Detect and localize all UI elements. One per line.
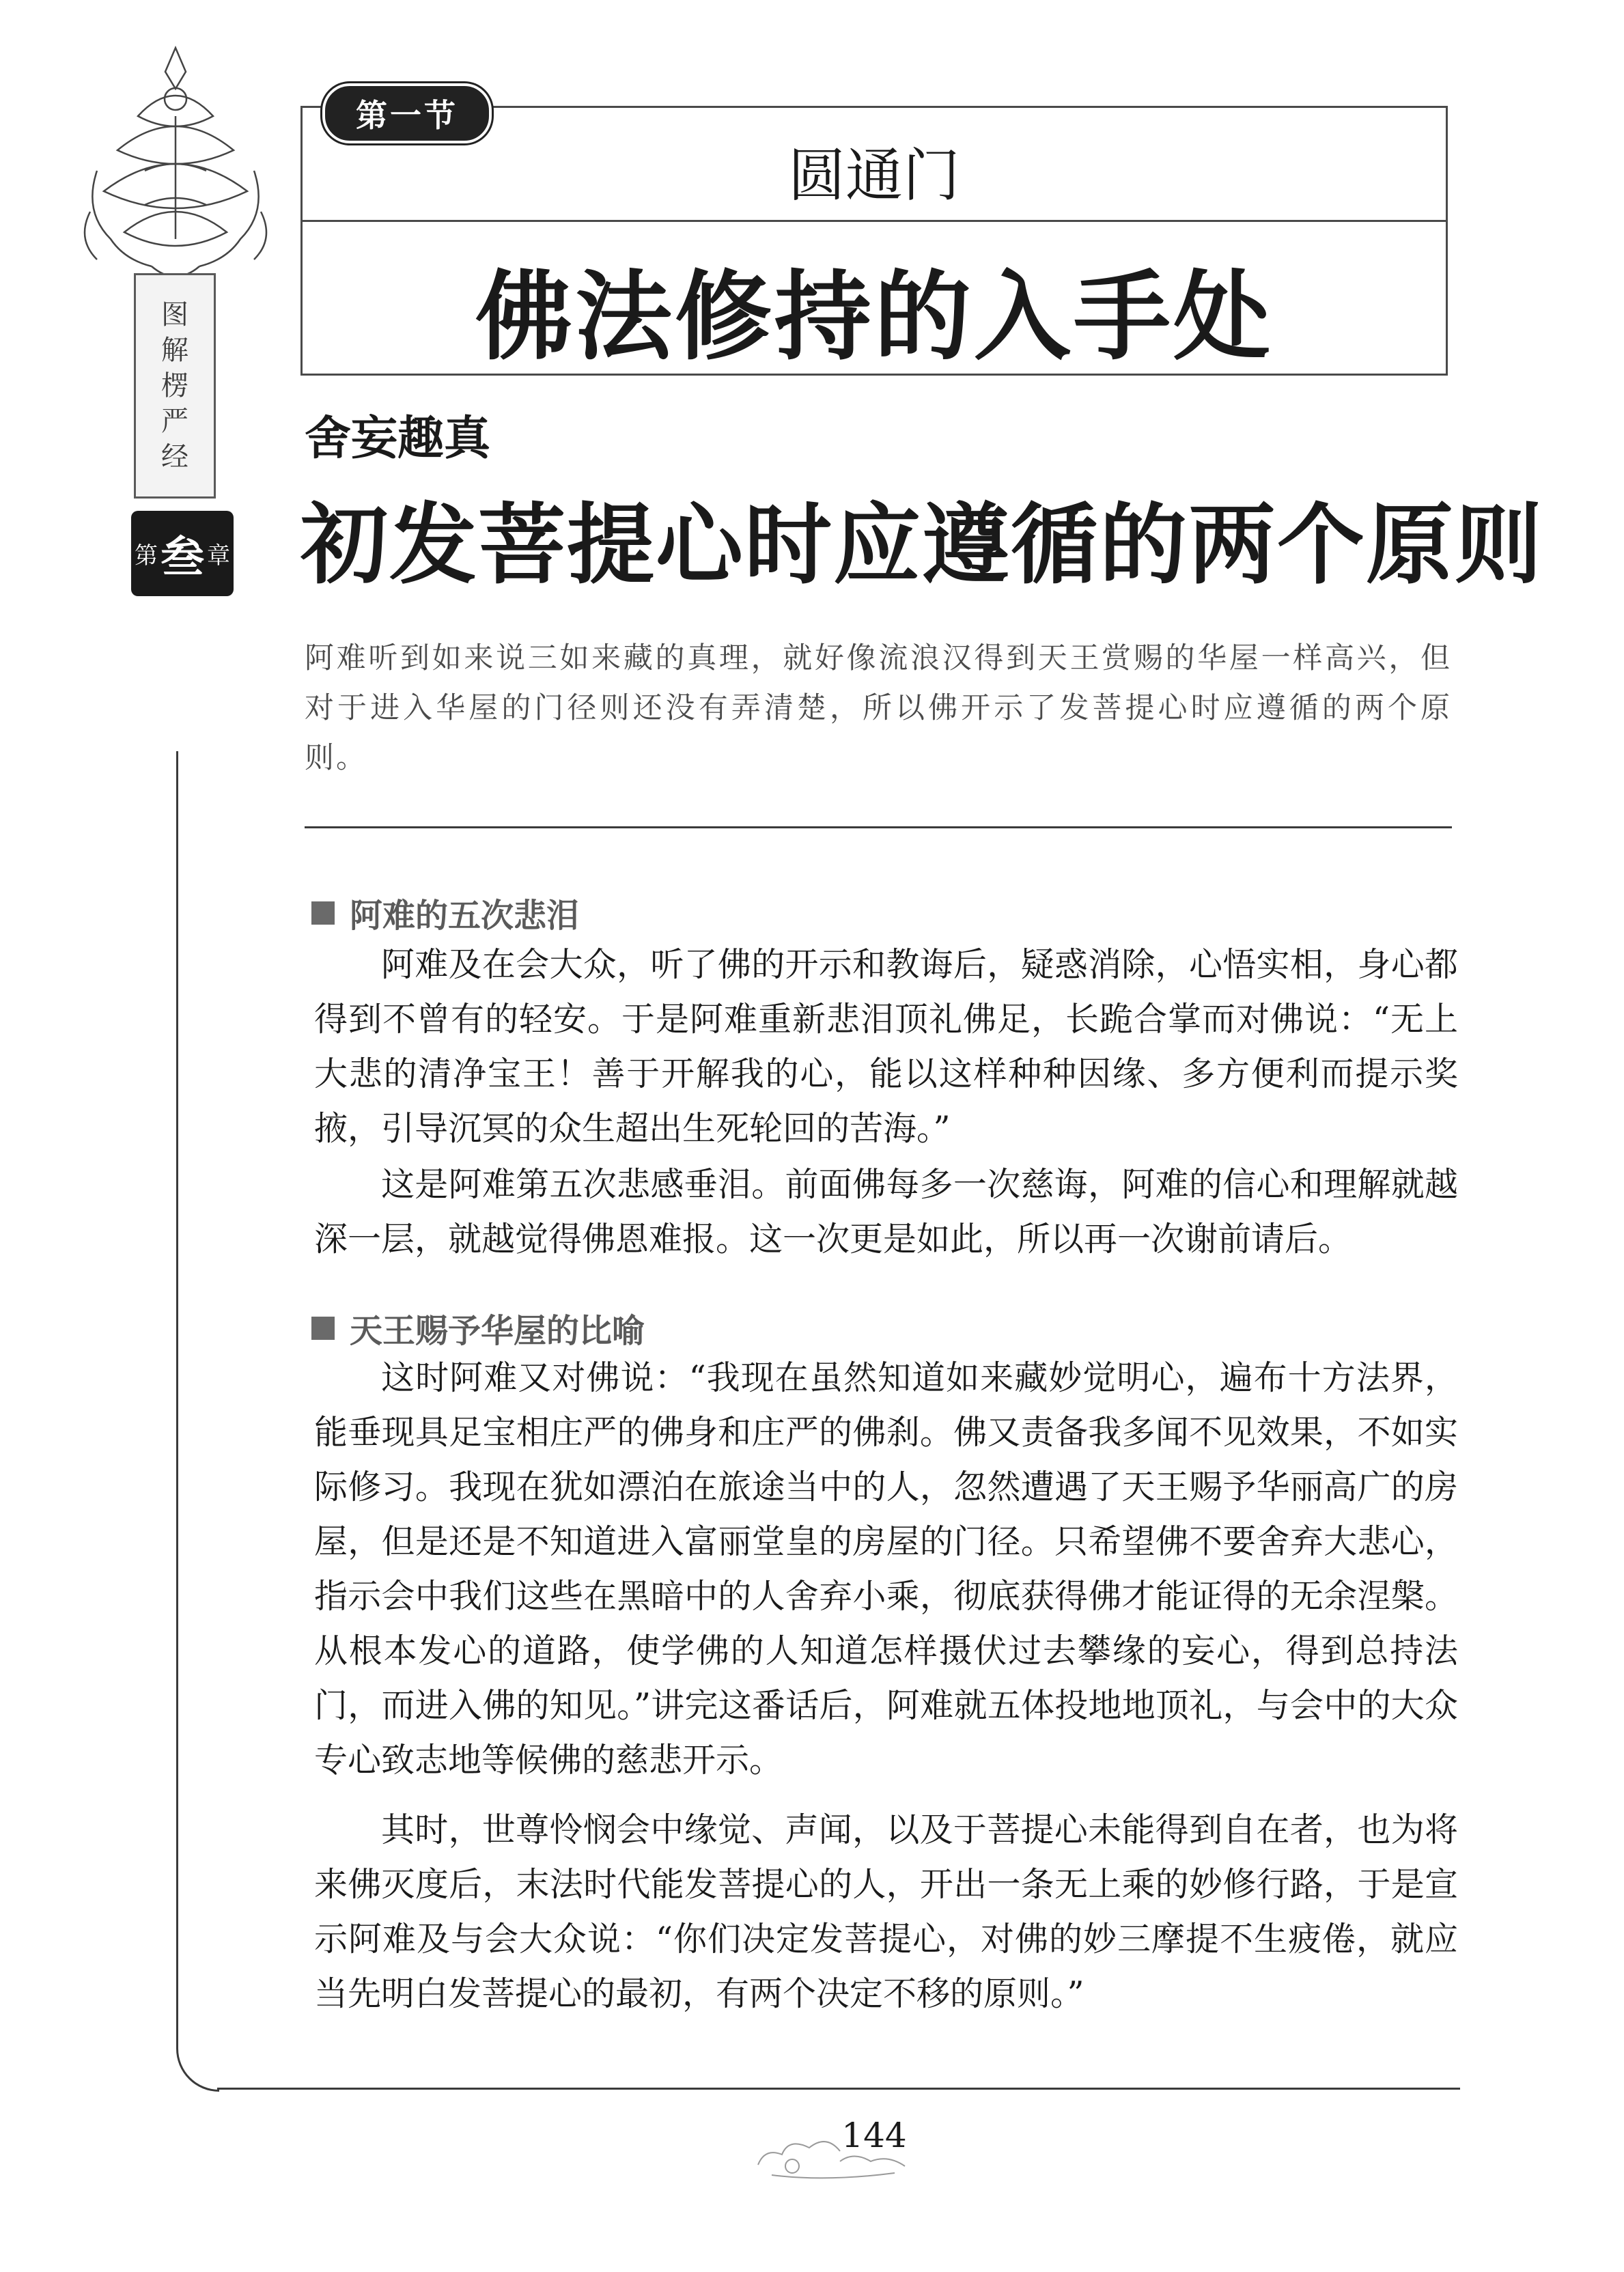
section-heading xyxy=(311,889,579,936)
intro-divider xyxy=(305,826,1452,828)
chapter-number: 叁 xyxy=(160,532,204,583)
book-title-char: 经 xyxy=(161,441,188,473)
body-paragraph: 这是阿难第五次悲感垂泪。前面佛每多一次慈诲，阿难的信心和理解就越深一层，就越觉得佛恩难报。这一次更是如此，所以再一次谢前请后。 xyxy=(314,1165,1458,1259)
square-bullet-icon xyxy=(311,1317,335,1340)
page-title: 佛法修持的入手处 xyxy=(475,260,1273,374)
book-title-char: 严 xyxy=(161,406,188,437)
body-paragraph: 这时阿难又对佛说：“我现在虽然知道如来藏妙觉明心，遍布十方法界，能垂现具足宝相庄严的佛身和庄严的佛刹。佛又责备我多闻不见效果，不如实际修习。我现在犹如漂泊在旅途当中的人，忽然遭遇了天王赐予华丽高广的房屋，但是还是不知道进入富丽堂皇的房屋的门径。只希望佛不要舍弃大悲心，指示会中我们这些在黑暗中的人舍弃小乘，彻底获得佛才能证得的无余涅槃。从根本发心的道路，使学佛的人知道怎样摄伏过去攀缘的妄心，得到总持法门，而进入佛的知见。”讲完这番话后，阿难就五体投地地顶礼，与会中的大众专心致志地等候佛的慈悲开示。 xyxy=(314,1358,1458,1780)
body-paragraph: 其时，世尊怜悯会中缘觉、声闻，以及于菩提心未能得到自在者，也为将来佛灭度后，末法时代能发菩提心的人，开出一条无上乘的妙修行路，于是宣示阿难及与会大众说：“你们决定发菩提心，对佛的妙三摩提不生疲倦，就应当先明白发菩提心的最初，有两个决定不移的原则。” xyxy=(314,1810,1458,2013)
square-bullet-icon xyxy=(311,901,335,925)
book-title-tab xyxy=(134,273,216,499)
bottom-frame-line xyxy=(217,2088,1460,2090)
chapter-prefix: 第 xyxy=(135,542,158,570)
book-title-char: 解 xyxy=(161,335,188,366)
book-title-char: 图 xyxy=(161,299,188,331)
section-heading xyxy=(311,1304,645,1351)
book-title-char: 楞 xyxy=(161,370,188,402)
intro-paragraph: 阿难听到如来说三如来藏的真理，就好像流浪汉得到天王赏赐的华屋一样高兴，但对于进入华屋的门径则还没有弄清楚，所以佛开示了发菩提心时应遵循的两个原则。 xyxy=(305,641,1452,775)
section-badge: 第一节 xyxy=(322,83,492,143)
section-heading-text: 天王赐予华屋的比喻 xyxy=(350,1312,645,1350)
title-divider xyxy=(300,220,1448,222)
subheading-small: 舍妄趣真 xyxy=(305,412,491,466)
margin-frame-line xyxy=(176,751,219,2092)
subheading-main: 初发菩提心时应遵循的两个原则 xyxy=(300,494,1544,596)
body-paragraph: 阿难及在会大众，听了佛的开示和教诲后，疑惑消除，心悟实相，身心都得到不曾有的轻安。于是阿难重新悲泪顶礼佛足，长跪合掌而对佛说：“无上大悲的清净宝王！善于开解我的心，能以这样种种因缘、多方便利而提示奖掖，引导沉冥的众生超出生死轮回的苦海。” xyxy=(314,945,1458,1148)
chapter-suffix: 章 xyxy=(207,542,230,570)
chapter-badge xyxy=(131,511,234,596)
section-title: 圆通门 xyxy=(787,142,960,209)
page-number: 144 xyxy=(841,2116,907,2155)
section-heading-text: 阿难的五次悲泪 xyxy=(350,897,580,935)
